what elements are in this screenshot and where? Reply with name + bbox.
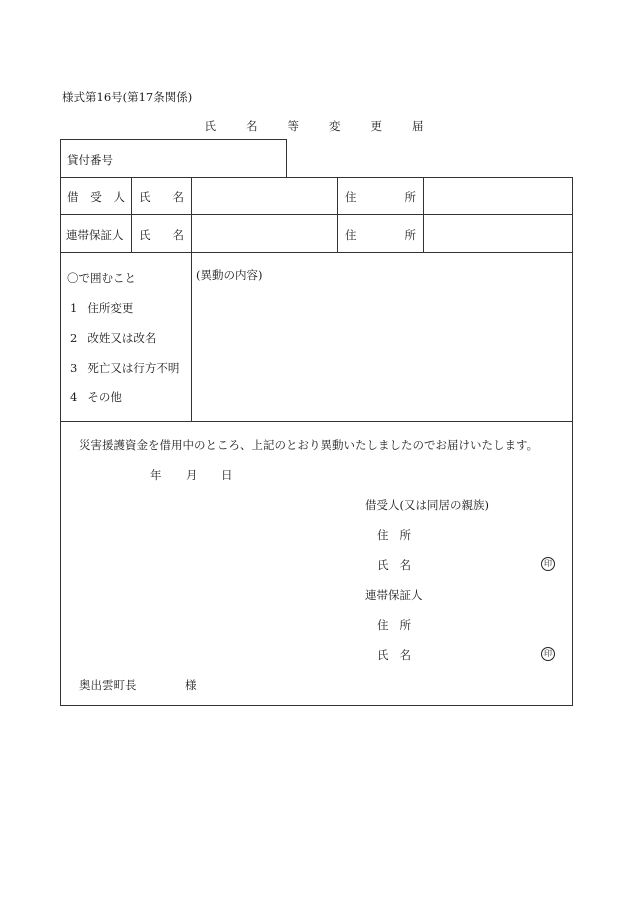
circle-instruction: 〇で囲むこと <box>67 271 136 285</box>
option-number: 2 <box>70 331 78 345</box>
title-char: 変 <box>329 119 343 133</box>
declaration-text: 災害援護資金を借用中のところ、上記のとおり異動いたしましたのでお届けいたします。 <box>79 438 539 452</box>
date-month-label: 月 <box>186 468 198 482</box>
title-char: 等 <box>287 119 301 133</box>
borrower-address-field[interactable] <box>424 178 572 214</box>
borrower-signature-heading: 借受人(又は同居の親族) <box>365 498 489 512</box>
guarantor-signature-address-label: 住 所 <box>377 618 411 632</box>
borrower-address-label: 住 所 <box>345 190 416 204</box>
date-day-label: 日 <box>221 468 233 482</box>
row-divider <box>60 252 573 253</box>
guarantor-signature-name-label: 氏 名 <box>377 648 411 662</box>
title-char: 届 <box>412 119 426 133</box>
seal-icon: 印 <box>541 557 555 571</box>
borrower-signature-address-label: 住 所 <box>377 528 411 542</box>
option-item[interactable] <box>70 360 179 376</box>
option-number: 4 <box>70 390 78 404</box>
guarantor-name-label: 氏 名 <box>139 228 184 242</box>
guarantor-name-field[interactable] <box>192 215 337 252</box>
option-text: 住所変更 <box>87 301 134 315</box>
option-number: 1 <box>70 301 78 315</box>
addressee: 奥出雲町長 <box>79 678 137 692</box>
honorific: 様 <box>185 678 197 692</box>
col-divider <box>131 177 132 252</box>
option-item[interactable] <box>70 300 133 316</box>
option-text: 改姓又は改名 <box>87 331 157 345</box>
loan-number-field[interactable] <box>130 140 286 177</box>
option-item[interactable] <box>70 389 122 405</box>
form-title <box>0 118 630 134</box>
borrower-name-label: 氏 名 <box>139 190 184 204</box>
col-divider <box>337 177 338 252</box>
option-item[interactable] <box>70 330 156 346</box>
row-divider <box>60 421 573 422</box>
guarantor-role-label: 連帯保証人 <box>66 228 124 242</box>
title-char: 更 <box>370 119 384 133</box>
seal-icon: 印 <box>541 647 555 661</box>
guarantor-signature-heading: 連帯保証人 <box>365 588 423 602</box>
option-text: 死亡又は行方不明 <box>87 361 180 375</box>
loan-number-label: 貸付番号 <box>67 153 113 167</box>
change-details-label: (異動の内容) <box>196 268 263 282</box>
option-text: その他 <box>87 390 122 404</box>
guarantor-address-label: 住 所 <box>345 228 416 242</box>
title-char: 氏 <box>204 119 218 133</box>
borrower-signature-name-label: 氏 名 <box>377 558 411 572</box>
borrower-name-field[interactable] <box>192 178 337 214</box>
date-year-label: 年 <box>150 468 162 482</box>
form-number: 様式第16号(第17条関係) <box>62 90 193 104</box>
title-char: 名 <box>246 119 260 133</box>
option-number: 3 <box>70 361 78 375</box>
borrower-role-label: 借 受 人 <box>67 190 125 204</box>
guarantor-address-field[interactable] <box>424 215 572 252</box>
change-details-field[interactable] <box>192 285 572 420</box>
